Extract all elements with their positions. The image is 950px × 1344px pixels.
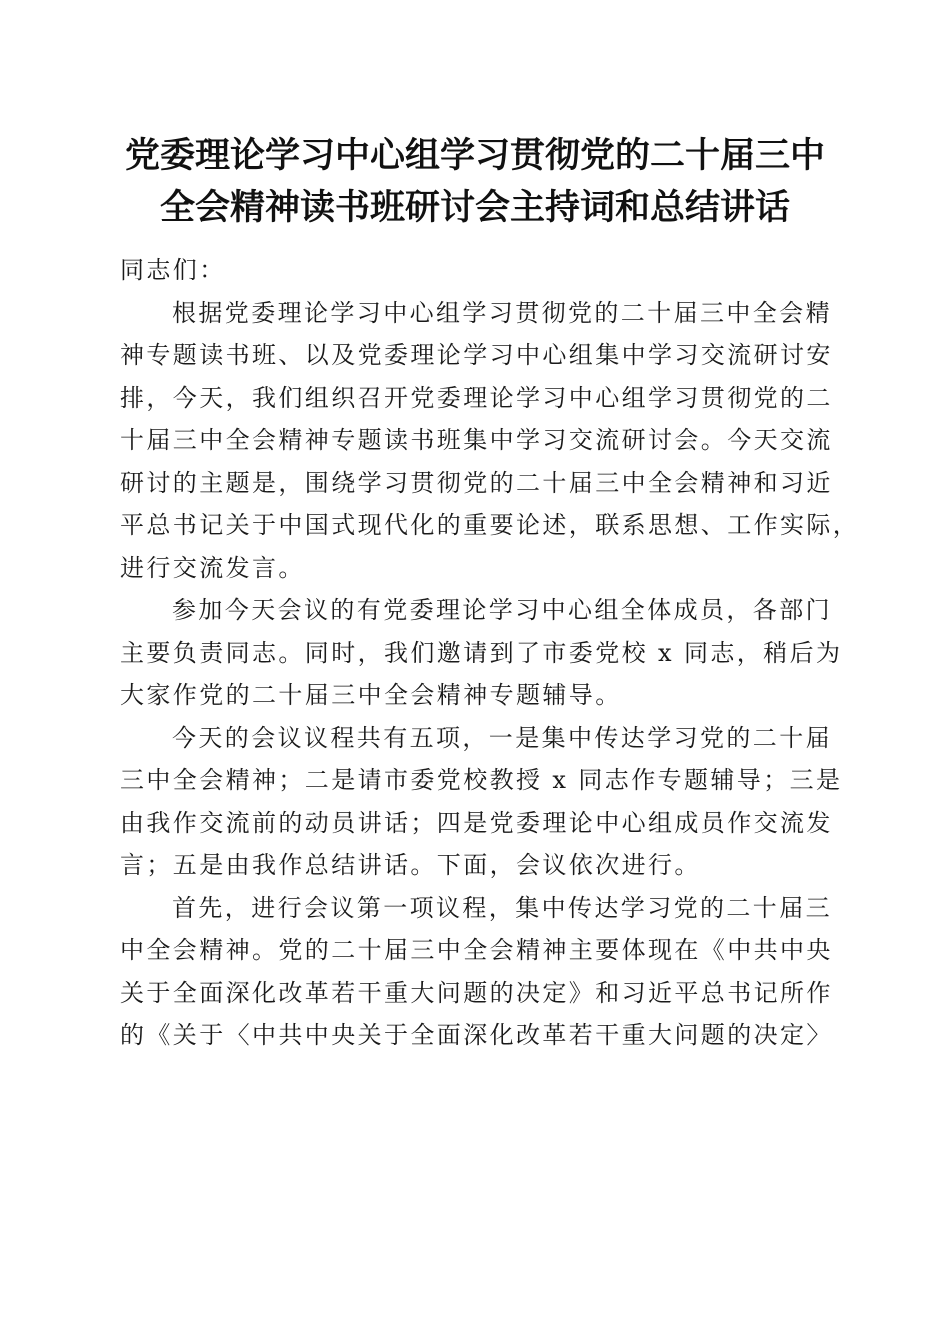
- paragraph-4: [120, 887, 832, 1057]
- paragraph-1: [120, 292, 860, 590]
- paragraph-line: 大家作党的二十届三中全会精神专题辅导。: [120, 681, 622, 709]
- paragraph-line: 言；五是由我作总结讲话。下面，会议依次进行。: [120, 851, 701, 879]
- title-line-1: 党委理论学习中心组学习贯彻党的二十届三中: [124, 135, 825, 176]
- paragraph-line: 今天的会议议程共有五项，一是集中传达学习党的二十届: [172, 723, 832, 752]
- paragraph-line: 十届三中全会精神专题读书班集中学习交流研讨会。今天交流: [120, 426, 833, 454]
- salutation: 同志们：: [120, 256, 226, 284]
- paragraph-line: 首先，进行会议第一项议程，集中传达学习党的二十届三: [172, 893, 832, 922]
- title-line-2: 全会精神读书班研讨会主持词和总结讲话: [159, 187, 790, 228]
- paragraph-line: 主要负责同志。同时，我们邀请到了市委党校 x 同志，稍后为: [120, 638, 843, 667]
- paragraph-3: [120, 717, 843, 887]
- paragraph-line: 根据党委理论学习中心组学习贯彻党的二十届三中全会精: [172, 298, 832, 327]
- paragraph-line: 排，今天，我们组织召开党委理论学习中心组学习贯彻党的二: [120, 383, 833, 412]
- document-body: [120, 249, 860, 1057]
- paragraph-2: [120, 589, 843, 717]
- paragraph-line: 的《关于〈中共中央关于全面深化改革若干重大问题的决定〉: [120, 1021, 833, 1049]
- paragraph-line: 参加今天会议的有党委理论学习中心组全体成员，各部门: [172, 596, 832, 624]
- paragraph-line: 三中全会精神；二是请市委党校教授 x 同志作专题辅导；三是: [120, 766, 843, 794]
- paragraph-line: 关于全面深化改革若干重大问题的决定》和习近平总书记所作: [120, 978, 833, 1007]
- paragraph-line: 研讨的主题是，围绕学习贯彻党的二十届三中全会精神和习近: [120, 468, 833, 497]
- paragraph-line: 神专题读书班、以及党委理论学习中心组集中学习交流研讨安: [120, 341, 833, 369]
- paragraph-line: 进行交流发言。: [120, 553, 305, 582]
- paragraph-line: 中全会精神。党的二十届三中全会精神主要体现在《中共中央: [120, 936, 833, 964]
- document-title: [100, 130, 850, 234]
- paragraph-line: 平总书记关于中国式现代化的重要论述，联系思想、工作实际，: [120, 511, 860, 539]
- paragraph-line: 由我作交流前的动员讲话；四是党委理论中心组成员作交流发: [120, 808, 833, 837]
